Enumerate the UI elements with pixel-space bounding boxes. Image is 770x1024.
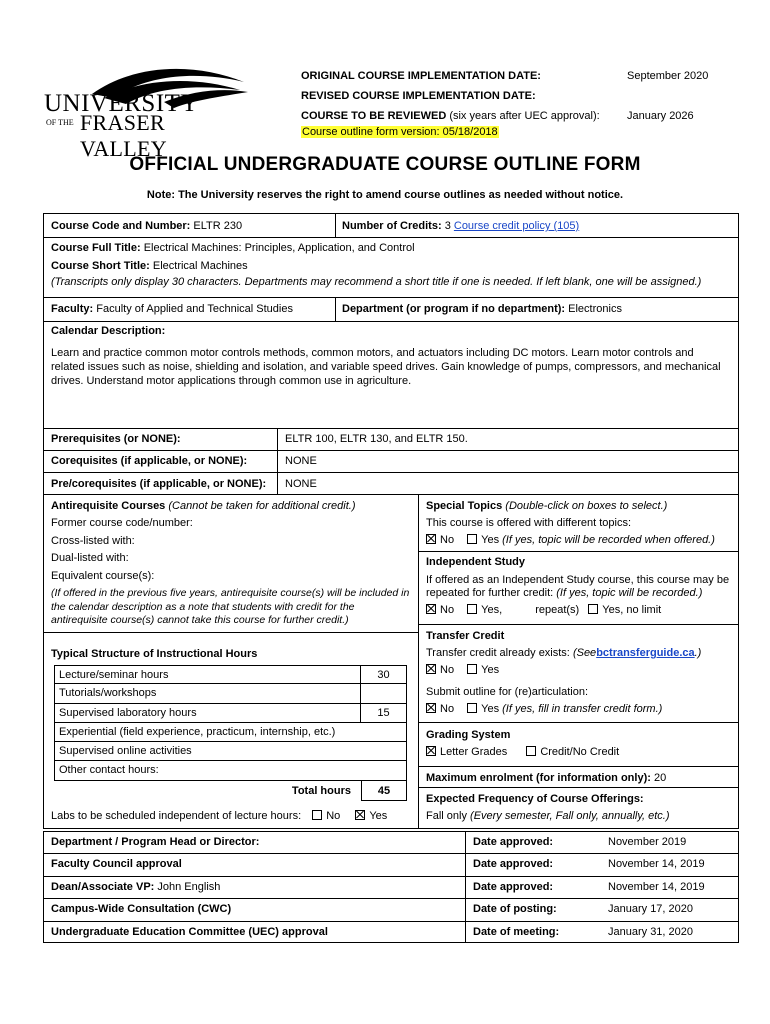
approval-row-date-value: November 14, 2019 [608, 880, 705, 893]
review-note: (six years after UEC approval): [449, 110, 600, 122]
independent-no-checkbox[interactable] [426, 604, 436, 614]
labs-no-checkbox[interactable] [312, 810, 322, 820]
approval-row-date-label: Date approved: [473, 858, 554, 871]
approval-row-date-value: November 2019 [608, 836, 687, 848]
rearticulation-no-checkbox[interactable] [426, 703, 436, 713]
hours-table [54, 665, 407, 801]
calendar-label: Calendar Description: [51, 325, 166, 337]
logo-fraser-valley: FRASER VALLEY [80, 110, 167, 161]
rearticulation-yes-checkbox[interactable] [467, 703, 477, 713]
prereq-value: ELTR 100, ELTR 130, and ELTR 150. [285, 433, 468, 445]
approval-row-label: Department / Program Head or Director: [51, 836, 260, 848]
course-code: Course Code and Number: ELTR 230 [51, 220, 243, 232]
bctransferguide-link[interactable]: bctransferguide.ca [596, 647, 695, 659]
credit-policy-link[interactable]: Course credit policy (105) [453, 220, 580, 232]
hours-row-value: 30 [360, 666, 406, 683]
original-implementation-value: September 2020 [627, 70, 709, 82]
independent-yes-checkbox[interactable] [467, 604, 477, 614]
transfer-no-checkbox[interactable] [426, 664, 436, 674]
antirequisite-heading: Antirequisite Courses (Cannot be taken for additional credit.) [51, 500, 356, 512]
calendar-description: Learn and practice common motor controls methods, common motors, and actuators including DC motors. Learn motor controls and related issues such as noise, shielding and isolation, and variable speed drives. Gain knowledge of pumps, compressors, and mechanical drives. Understand motor applications through common use in agriculture. [51, 347, 721, 387]
transfer-line: Transfer credit already exists: (Seebctransferguide.ca.) [426, 647, 702, 659]
hours-row [54, 723, 407, 742]
precoreq-label: Pre/corequisites (if applicable, or NONE): [51, 478, 267, 490]
hours-row-name: Supervised online activities [59, 745, 192, 758]
grading-options: Letter Grades Credit/No Credit [426, 746, 619, 758]
independent-no-limit-checkbox[interactable] [588, 604, 598, 614]
transfer-yes-checkbox[interactable] [467, 664, 477, 674]
approval-row-date-label: Date of meeting: [473, 925, 560, 938]
hours-row [54, 761, 407, 780]
approval-row-label: Undergraduate Education Committee (UEC) approval [51, 925, 328, 938]
department: Department (or program if no department): Electronics [342, 303, 622, 315]
course-full-title: Course Full Title: Electrical Machines: Principles, Application, and Control [51, 242, 415, 254]
independent-heading: Independent Study [426, 556, 525, 568]
logo-university: UNIVERSITY [44, 90, 199, 117]
hours-row-name: Experiential (field experience, practicum, internship, etc.) [59, 725, 336, 738]
frequency-heading: Expected Frequency of Course Offerings: [426, 793, 644, 805]
hours-row-name: Lecture/seminar hours [59, 669, 169, 681]
cross-listed: Cross-listed with: [51, 535, 135, 547]
approval-row-date-value: November 14, 2019 [608, 858, 705, 871]
approval-row-label: Dean/Associate VP: John English [51, 880, 221, 893]
page-note: Note: The University reserves the right to amend course outlines as needed without notice. [146, 189, 624, 201]
special-topics-options: No Yes (If yes, topic will be recorded when offered.) [426, 534, 715, 546]
review-row [301, 110, 600, 122]
total-hours-value: 45 [361, 781, 407, 801]
logo-of-the: OF THE [46, 118, 74, 127]
approval-row-date-value: January 31, 2020 [608, 925, 694, 938]
hours-total-row [54, 781, 407, 801]
approval-row-date-label: Date of posting: [473, 903, 557, 916]
special-yes-checkbox[interactable] [467, 534, 477, 544]
max-enrolment: Maximum enrolment (for information only): 20 [426, 772, 667, 784]
labs-line: Labs to be scheduled independent of lecture hours: No Yes [51, 810, 388, 822]
letter-grades-checkbox[interactable] [426, 746, 436, 756]
rearticulation-line: Submit outline for (re)articulation: [426, 686, 589, 698]
prereq-label: Prerequisites (or NONE): [51, 433, 181, 445]
special-topics-line: This course is offered with different topics: [426, 517, 632, 529]
course-short-title: Course Short Title: Electrical Machines [51, 260, 248, 272]
credit-no-credit-checkbox[interactable] [526, 746, 536, 756]
labs-yes-checkbox[interactable] [355, 810, 365, 820]
frequency-value: Fall only (Every semester, Fall only, annually, etc.) [426, 810, 670, 822]
approval-row-date-value: January 17, 2020 [608, 903, 694, 916]
former-course: Former course code/number: [51, 517, 193, 529]
hours-row-value: 15 [360, 704, 406, 722]
independent-line: If offered as an Independent Study course, this course may be repeated for further credit: (If yes, topic will be recorded.) [426, 574, 730, 599]
review-value: January 2026 [627, 110, 694, 122]
approval-row-label: Campus-Wide Consultation (CWC) [51, 903, 232, 916]
hours-row [54, 704, 407, 723]
approval-row-label: Faculty Council approval [51, 858, 182, 871]
hours-row-name: Other contact hours: [59, 764, 159, 777]
hours-heading: Typical Structure of Instructional Hours [51, 648, 258, 660]
rearticulation-options: No Yes (If yes, fill in transfer credit form.) [426, 703, 662, 715]
independent-options: No Yes, repeat(s) Yes, no limit [426, 604, 661, 616]
transfer-options: No Yes [426, 664, 499, 676]
special-no-checkbox[interactable] [426, 534, 436, 544]
university-logo [44, 62, 254, 161]
approval-row-date-label: Date approved: [473, 880, 554, 893]
hours-row [54, 665, 407, 684]
hours-row-name: Supervised laboratory hours [59, 706, 197, 719]
short-title-note: (Transcripts only display 30 characters. Departments may recommend a short title if one is needed. If left blank, one will be assigned.) [51, 276, 702, 288]
revised-implementation-label: REVISED COURSE IMPLEMENTATION DATE: [301, 90, 536, 102]
grading-heading: Grading System [426, 729, 511, 741]
approval-row-date-label: Date approved: [473, 836, 554, 848]
form-version: Course outline form version: 05/18/2018 [302, 126, 498, 138]
hours-row-value [360, 761, 406, 779]
hours-row-value [360, 742, 406, 760]
antirequisite-note: (If offered in the previous five years, antirequisite course(s) will be included in the calendar description as a note that students with credit for the antirequisite course(s) cannot take this course for further credit.) [51, 587, 410, 626]
hours-row-value [360, 723, 406, 741]
faculty: Faculty: Faculty of Applied and Technical Studies [51, 303, 293, 315]
coreq-label: Corequisites (if applicable, or NONE): [51, 455, 248, 467]
review-label: COURSE TO BE REVIEWED [301, 110, 447, 122]
original-implementation-label: ORIGINAL COURSE IMPLEMENTATION DATE: [301, 70, 541, 82]
coreq-value: NONE [285, 455, 317, 467]
special-topics-heading: Special Topics (Double-click on boxes to select.) [426, 500, 668, 512]
dual-listed: Dual-listed with: [51, 552, 129, 564]
hours-row [54, 742, 407, 761]
precoreq-value: NONE [285, 478, 317, 490]
credits: Number of Credits: 3 Course credit policy (105) [342, 220, 580, 232]
page-title: OFFICIAL UNDERGRADUATE COURSE OUTLINE FORM [129, 154, 641, 175]
total-hours-label: Total hours [291, 784, 351, 797]
hours-row [54, 684, 407, 703]
hours-row-name: Tutorials/workshops [59, 687, 157, 700]
hours-row-value [360, 684, 406, 702]
equivalent-courses: Equivalent course(s): [51, 570, 155, 582]
transfer-heading: Transfer Credit [426, 630, 505, 642]
